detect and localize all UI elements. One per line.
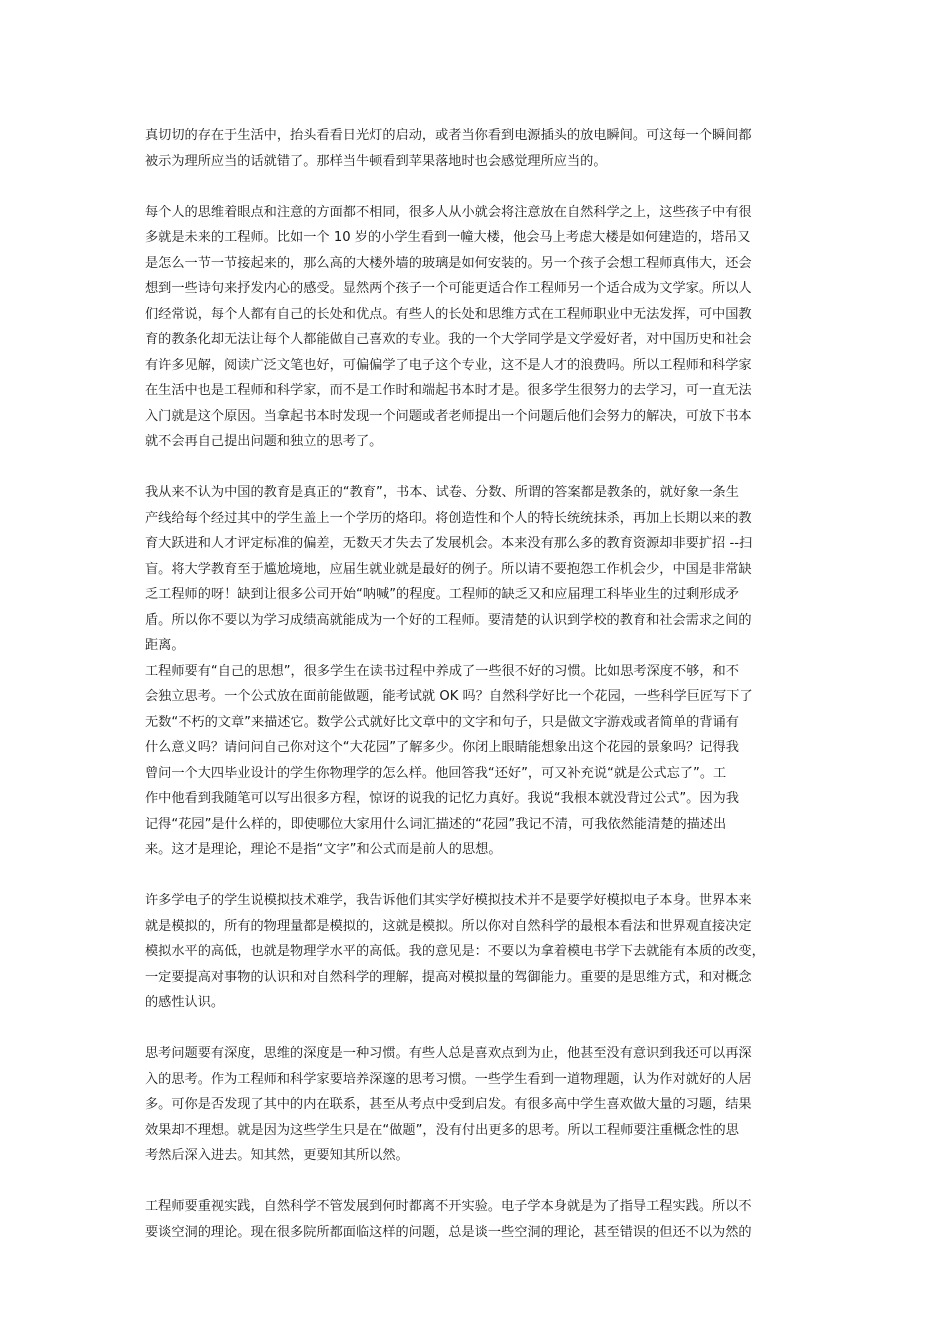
- paragraph-spacer: [145, 863, 817, 889]
- paragraph-spacer: [145, 174, 817, 200]
- paragraph-spacer: [145, 1169, 817, 1195]
- document-body: [145, 123, 817, 1245]
- paragraph: 每个人的思维着眼点和注意的方面都不相同，很多人从小就会将注意放在自然科学之上，这些孩子中有很 多就是未来的工程师。比如一个 10 岁的小学生看到一幢大楼，他会马上考虑大楼是如何建造的，塔吊又 是怎么一节一节接起来的，那么高的大楼外墙的玻璃是如何安装的。另一个孩子会想工程师真伟大，还会 想到一些诗句来抒发内心的感受。显然两个孩子一个可能更适合作工程师另一个适合成为文学家。所以人 们经常说，每个人都有自己的长处和优点。有些人的长处和思维方式在工程师职业中无法发挥，可中国教 育的教条化却无法让每个人都能做自己喜欢的专业。我的一个大学同学是文学爱好者，对中国历史和社会 有许多见解，阅读广泛文笔也好，可偏偏学了电子这个专业，这不是人才的浪费吗。所以工程师和科学家 在生活中也是工程师和科学家，而不是工作时和端起书本时才是。很多学生很努力的去学习，可一直无法 入门就是这个原因。当拿起书本时发现一个问题或者老师提出一个问题后他们会努力的解决，可放下书本 就不会再自己提出问题和独立的思考了。: [145, 204, 752, 449]
- paragraph: 工程师要重视实践，自然科学不管发展到何时都离不开实验。电子学本身就是为了指导工程实践。所以不 要谈空洞的理论。现在很多院所都面临这样的问题，总是谈一些空洞的理论，甚至错误的但还不以为然的: [145, 1199, 752, 1240]
- paragraph: 我从来不认为中国的教育是真正的“教育”，书本、试卷、分数、所谓的答案都是教条的，就好象一条生 产线给每个经过其中的学生盖上一个学历的烙印。将创造性和个人的特长统统抹杀，再加上长期以来的教 育大跃进和人才评定标准的偏差，无数天才失去了发展机会。本来没有那么多的教育资源却非要扩招 --扫 盲。将大学教育至于尴尬境地，应届生就业就是最好的例子。所以请不要抱怨工作机会少，中国是非常缺 乏工程师的呀！缺到让很多公司开始“呐喊”的程度。工程师的缺乏又和应届理工科毕业生的过剩形成矛 盾。所以你不要以为学习成绩高就能成为一个好的工程师。要清楚的认识到学校的教育和社会需求之间的 距离。 工程师要有“自己的思想”，很多学生在读书过程中养成了一些很不好的习惯。比如思考深度不够，和不 会独立思考。一个公式放在面前能做题，能考试就 OK 吗？自然科学好比一个花园，一些科学巨匠写下了 无数“不朽的文章”来描述它。数学公式就好比文章中的文字和句子，只是做文字游戏或者简单的背诵有 什么意义吗？请问问自己你对这个“大花园”了解多少。你闭上眼睛能想象出这个花园的景象吗？记得我 曾问一个大四毕业设计的学生你物理学的怎么样。他回答我“还好”，可又补充说“就是公式忘了”。工 作中他看到我随笔可以写出很多方程，惊讶的说我的记忆力真好。我说“我根本就没背过公式”。因为我 记得“花园”是什么样的，即使哪位大家用什么词汇描述的“花园”我记不清，可我依然能清楚的描述出 来。这才是理论，理论不是指“文字”和公式而是前人的思想。: [145, 485, 753, 857]
- paragraph: 真切切的存在于生活中，抬头看看日光灯的启动，或者当你看到电源插头的放电瞬间。可这每一个瞬间都 被示为理所应当的话就错了。那样当牛顿看到苹果落地时也会感觉理所应当的。: [145, 128, 752, 169]
- paragraph-spacer: [145, 455, 817, 481]
- paragraph: 思考问题要有深度，思维的深度是一种习惯。有些人总是喜欢点到为止，他甚至没有意识到我还可以再深 入的思考。作为工程师和科学家要培养深邃的思考习惯。一些学生看到一道物理题，认为作对就好的人居 多。可你是否发现了其中的内在联系，甚至从考点中受到启发。有很多高中学生喜欢做大量的习题，结果 效果却不理想。就是因为这些学生只是在“做题”，没有付出更多的思考。所以工程师要注重概念性的思 考然后深入进去。知其然，更要知其所以然。: [145, 1046, 752, 1163]
- paragraph: 许多学电子的学生说模拟技术难学，我告诉他们其实学好模拟技术并不是要学好模拟电子本身。世界本来 就是模拟的，所有的物理量都是模拟的，这就是模拟。所以你对自然科学的最根本看法和世界观直接决定 模拟水平的高低，也就是物理学水平的高低。我的意见是：不要以为拿着模电书学下去就能有本质的改变， 一定要提高对事物的认识和对自然科学的理解，提高对模拟量的驾御能力。重要的是思维方式，和对概念 的感性认识。: [145, 893, 765, 1010]
- paragraph-spacer: [145, 1016, 817, 1042]
